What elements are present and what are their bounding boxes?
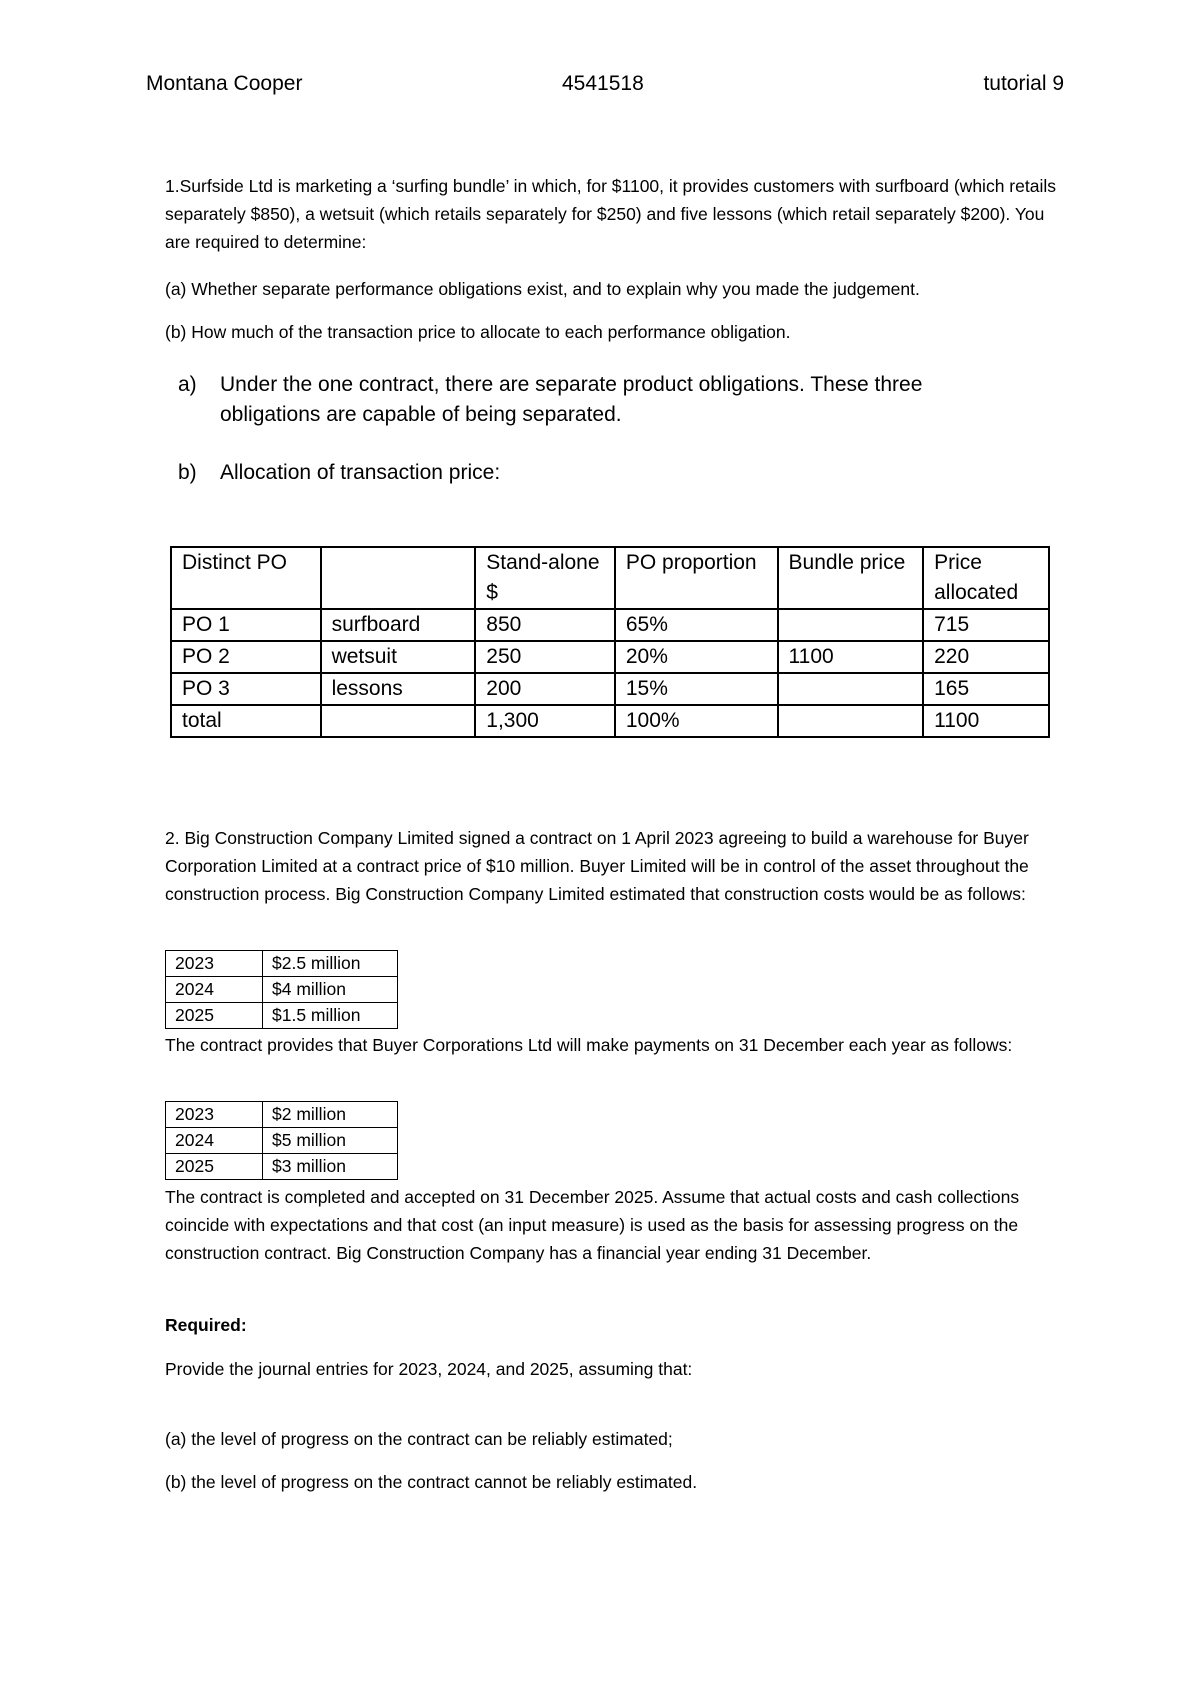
table-header-row — [171, 547, 1049, 609]
table-cell: 250 — [475, 641, 615, 673]
allocation-table — [170, 546, 1050, 738]
student-id: 4541518 — [562, 72, 644, 95]
table-row — [166, 951, 398, 977]
tutorial-number: tutorial 9 — [983, 72, 1064, 95]
table-cell — [778, 673, 924, 705]
question-2-part-b: (b) the level of progress on the contract cannot be reliably estimated. — [165, 1472, 698, 1492]
payments-table — [165, 1101, 398, 1180]
table-row — [166, 1128, 398, 1154]
author-name: Montana Cooper — [146, 72, 303, 95]
completion-text: The contract is completed and accepted on 31 December 2025. Assume that actual costs and cash collections coincide with expectations and that cost (an input measure) is used as the basis for assessing progress on the construction contract. Big Construction Company has a financial year ending 31 December. — [165, 1187, 1020, 1263]
table-cell: 200 — [475, 673, 615, 705]
table-row — [166, 1102, 398, 1128]
answer-b-label: b) — [178, 461, 197, 484]
table-cell: 1,300 — [475, 705, 615, 737]
question-1-part-b: (b) How much of the transaction price to allocate to each performance obligation. — [165, 322, 791, 342]
amount-cell: $3 million — [263, 1154, 398, 1180]
table-row — [171, 609, 1049, 641]
page-header — [146, 72, 1064, 104]
table-cell: 220 — [923, 641, 1049, 673]
question-2-part-a: (a) the level of progress on the contract can be reliably estimated; — [165, 1429, 673, 1449]
table-cell: PO 3 — [171, 673, 321, 705]
table-cell: 1100 — [778, 641, 924, 673]
table-row — [171, 705, 1049, 737]
table-cell: PO 1 — [171, 609, 321, 641]
table-header-cell — [321, 547, 476, 609]
table-cell: 100% — [615, 705, 778, 737]
amount-cell: $1.5 million — [263, 1003, 398, 1029]
table-cell: 715 — [923, 609, 1049, 641]
cost-estimates-table — [165, 950, 398, 1029]
question-1-text: 1.Surfside Ltd is marketing a ‘surfing bundle’ in which, for $1100, it provides customers with surfboard (which retails separately $850), a wetsuit (which retails separately for $250) and five lessons (which retail separately $200). You are required to determine: — [165, 176, 1056, 252]
amount-cell: $4 million — [263, 977, 398, 1003]
question-1-part-a: (a) Whether separate performance obligations exist, and to explain why you made the judgement. — [165, 279, 920, 299]
answer-a-text: Under the one contract, there are separate product obligations. These three obligations are capable of being separated. — [220, 373, 923, 426]
table-header-cell: Bundle price — [778, 547, 924, 609]
table-cell: wetsuit — [321, 641, 476, 673]
provide-instruction: Provide the journal entries for 2023, 2024, and 2025, assuming that: — [165, 1359, 693, 1379]
table-cell: PO 2 — [171, 641, 321, 673]
question-2-intro: 2. Big Construction Company Limited signed a contract on 1 April 2023 agreeing to build a warehouse for Buyer Corporation Limited at a contract price of $10 million. Buyer Limited will be in control of the asset throughout the construction process. Big Construction Company Limited estimated that construction costs would be as follows: — [165, 828, 1029, 904]
year-cell: 2024 — [166, 977, 263, 1003]
table-cell: 20% — [615, 641, 778, 673]
table-cell: surfboard — [321, 609, 476, 641]
table-cell: 850 — [475, 609, 615, 641]
table-cell: 15% — [615, 673, 778, 705]
answer-b-text: Allocation of transaction price: — [220, 461, 501, 484]
amount-cell: $5 million — [263, 1128, 398, 1154]
table-header-cell: Price allocated — [923, 547, 1049, 609]
table-row — [166, 977, 398, 1003]
required-heading: Required: — [165, 1315, 247, 1335]
table-row — [166, 1154, 398, 1180]
table-cell — [778, 705, 924, 737]
year-cell: 2023 — [166, 951, 263, 977]
table-header-cell: PO proportion — [615, 547, 778, 609]
table-cell — [321, 705, 476, 737]
table-cell: 65% — [615, 609, 778, 641]
year-cell: 2025 — [166, 1154, 263, 1180]
answer-a-label: a) — [178, 373, 197, 396]
table-header-cell: Stand-alone $ — [475, 547, 615, 609]
table-cell: lessons — [321, 673, 476, 705]
table-cell: total — [171, 705, 321, 737]
year-cell: 2023 — [166, 1102, 263, 1128]
table-row — [171, 641, 1049, 673]
table-row — [171, 673, 1049, 705]
table-cell — [778, 609, 924, 641]
year-cell: 2025 — [166, 1003, 263, 1029]
year-cell: 2024 — [166, 1128, 263, 1154]
table-row — [166, 1003, 398, 1029]
payments-intro: The contract provides that Buyer Corporations Ltd will make payments on 31 December each year as follows: — [165, 1035, 1013, 1055]
amount-cell: $2.5 million — [263, 951, 398, 977]
amount-cell: $2 million — [263, 1102, 398, 1128]
table-cell: 1100 — [923, 705, 1049, 737]
table-header-cell: Distinct PO — [171, 547, 321, 609]
table-cell: 165 — [923, 673, 1049, 705]
